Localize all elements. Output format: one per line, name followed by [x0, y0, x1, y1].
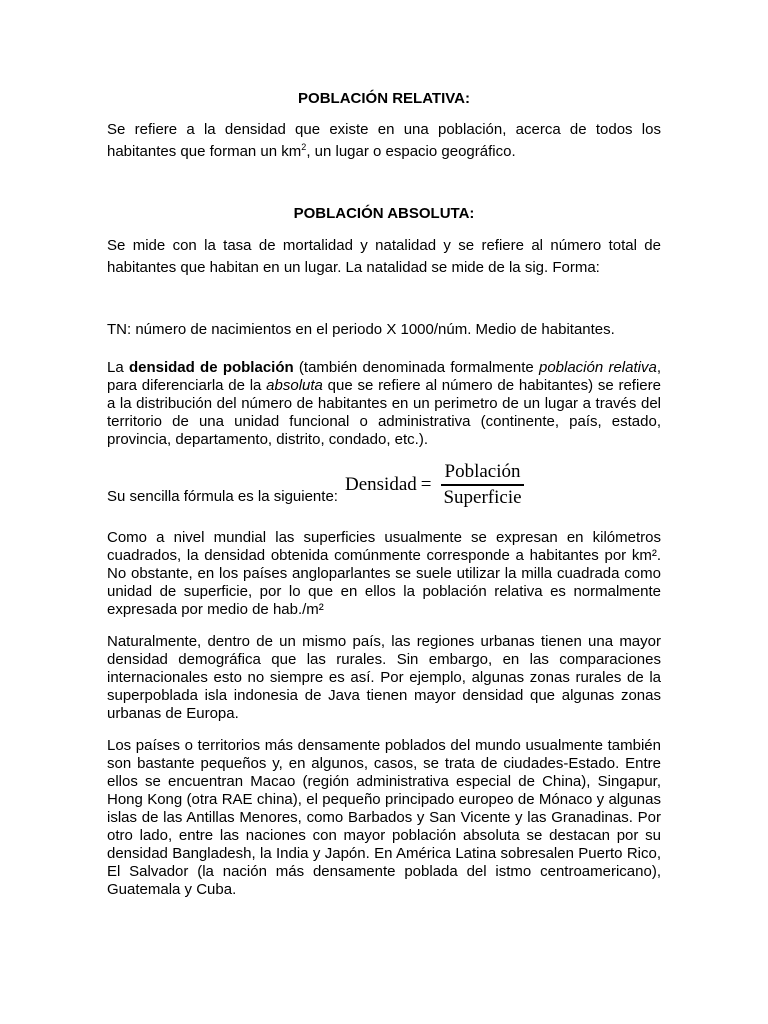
paragraph-absoluta-definition: Se mide con la tasa de mortalidad y natalidad y se refiere al número total de habitantes que habitan en un lugar. La natalidad se mide de la sig. Forma:: [107, 237, 661, 276]
density-text-start: La: [107, 359, 129, 376]
relativa-text: Se refiere a la densidad que existe en una población, acerca de todos los habitantes que forman un km: [107, 121, 661, 160]
heading-poblacion-absoluta: POBLACIÓN ABSOLUTA:: [293, 205, 475, 222]
density-bold-term: densidad de población: [128, 359, 294, 376]
formula-row: [107, 463, 661, 513]
formula-denominator: Superficie: [443, 486, 522, 508]
paragraph-relativa-definition: [107, 119, 661, 163]
density-formula: [345, 463, 524, 507]
density-text-mid2: , para diferenciarla de la: [107, 359, 661, 394]
formula-lhs: Densidad: [345, 474, 417, 495]
superscript: 2: [301, 142, 307, 152]
formula-numerator: Población: [444, 461, 521, 483]
paragraph-urban: Naturalmente, dentro de un mismo país, las regiones urbanas tienen una mayor densidad demográfica que las rurales. Sin embargo, en las comparaciones internacionales esto no siempre es así. Por ejemplo, algunas zonas rurales de la superpoblada isla indonesia de Java tienen mayor densidad que algunas zonas urbanas de Europa.: [107, 633, 661, 722]
paragraph-tn-formula: TN: número de nacimientos en el periodo X 1000/núm. Medio de habitantes.: [107, 321, 615, 338]
density-italic-relativa: población relativa: [538, 359, 657, 376]
paragraph-countries: Los países o territorios más densamente poblados del mundo usualmente también son bastante pequeños y, en algunos, casos, se trata de ciudades-Estado. Entre ellos se encuentran Macao (región administrativa especial de China), Singapur, Hong Kong (otra RAE china), el pequeño principado europeo de Mónaco y algunas islas de las Antillas Menores, como Barbados y San Vicente y las Granadinas. Por otro lado, entre las naciones con mayor población absoluta se destacan por su densidad Bangladesh, la India y Japón. En América Latina sobresalen Puerto Rico, El Salvador (la nación más densamente poblada del istmo centroamericano), Guatemala y Cuba.: [107, 737, 661, 898]
density-italic-absoluta: absoluta: [266, 377, 323, 394]
formula-equals: =: [420, 474, 432, 495]
paragraph-units: Como a nivel mundial las superficies usualmente se expresan en kilómetros cuadrados, la densidad obtenida comúnmente corresponde a habitantes por km². No obstante, en los países angloparlantes se suele utilizar la milla cuadrada como unidad de superficie, por lo que en ellos la población relativa es normalmente expresada por medio de hab./m²: [107, 529, 661, 618]
density-text-end: que se refiere al número de habitantes) se refiere a la distribución del número de habitantes en un perimetro de un lugar a través del territorio de una unidad funcional o administrativa (continente, país, estado, provincia, departamento, distrito, condado, etc.).: [107, 377, 661, 448]
density-text-mid1: (también denominada formalmente: [293, 359, 539, 376]
relativa-text-end: , un lugar o espacio geográfico.: [306, 143, 516, 160]
paragraph-densidad-definition: [107, 359, 661, 449]
formula-fraction: [441, 462, 523, 508]
heading-poblacion-relativa: POBLACIÓN RELATIVA:: [298, 90, 470, 107]
formula-label: Su sencilla fórmula es la siguiente:: [107, 488, 338, 505]
